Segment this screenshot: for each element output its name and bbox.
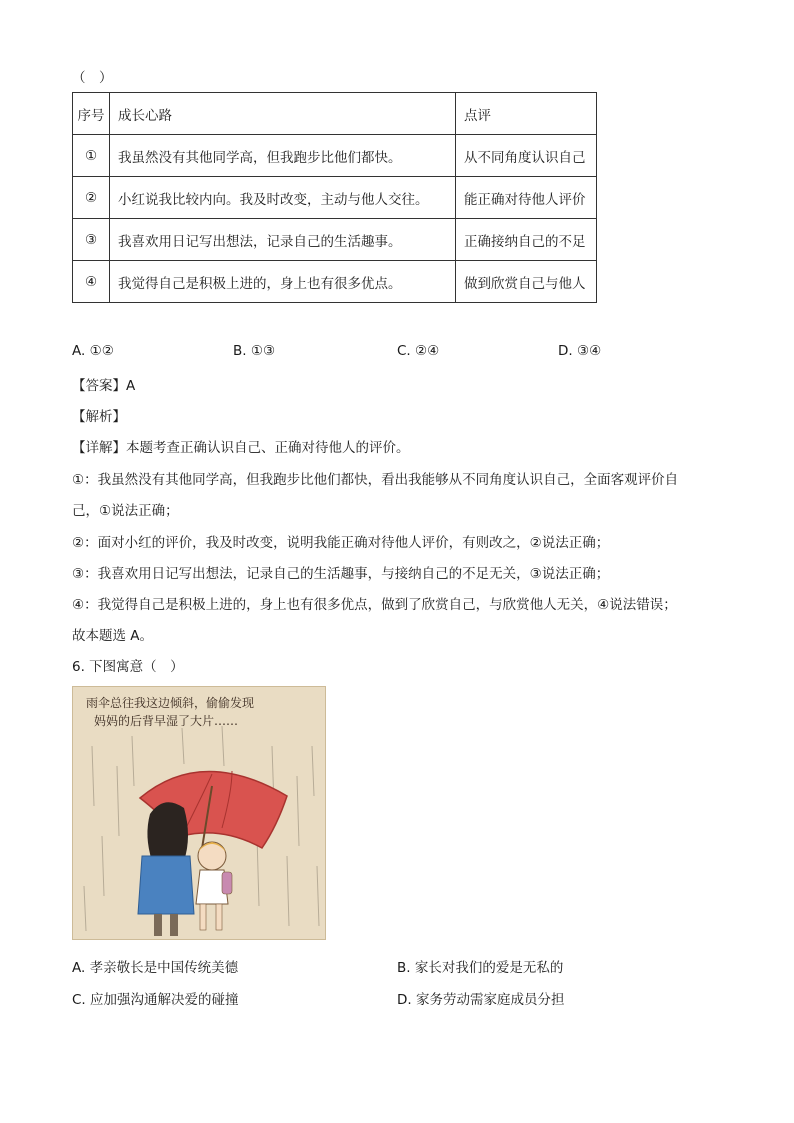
table-cell-comment: 正确接纳自己的不足 — [456, 219, 597, 261]
option-a[interactable] — [72, 956, 238, 976]
question-6-stem: 6. 下图寓意（ ） — [72, 659, 184, 675]
table-cell-index: ④ — [73, 261, 110, 303]
analysis-tag: 【解析】 — [72, 409, 126, 425]
option-label: B. — [233, 343, 247, 359]
illustration-caption-line-1: 雨伞总往我这边倾斜，偷偷发现 — [86, 696, 255, 710]
option-label: C. — [397, 343, 411, 359]
detail-line-4: ④：我觉得自己是积极上进的，身上也有很多优点，做到了欣赏自己，与欣赏他人无关，④说法错误； — [72, 597, 677, 613]
table-header: 点评 — [456, 93, 597, 135]
table-row — [73, 177, 597, 219]
option-c[interactable] — [72, 988, 239, 1008]
table-header-row — [73, 93, 597, 135]
option-text: ①③ — [250, 343, 276, 359]
illustration-caption-line-2: 妈妈的后背早湿了大片…… — [94, 714, 239, 728]
table-header: 成长心路 — [110, 93, 456, 135]
table-header: 序号 — [73, 93, 110, 135]
umbrella-illustration — [72, 686, 326, 940]
option-d[interactable] — [397, 988, 564, 1008]
detail-line-3: ③：我喜欢用日记写出想法，记录自己的生活趣事，与接纳自己的不足无关，③说法正确； — [72, 566, 610, 582]
detail-line-2: ②：面对小红的评价，我及时改变，说明我能正确对待他人评价，有则改之，②说法正确； — [72, 535, 610, 551]
option-label: D. — [397, 992, 412, 1008]
table-cell-index: ① — [73, 135, 110, 177]
table-cell-index: ③ — [73, 219, 110, 261]
detail-line-1b: 己，①说法正确； — [72, 503, 179, 519]
table-row — [73, 135, 597, 177]
table-row — [73, 261, 597, 303]
option-text: ③④ — [576, 343, 602, 359]
growth-table — [72, 92, 597, 303]
option-text: 应加强沟通解决爱的碰撞 — [90, 992, 239, 1008]
option-text: 家务劳动需家庭成员分担 — [415, 992, 565, 1008]
answer-value: A — [126, 378, 136, 394]
option-text: 孝亲敬长是中国传统美德 — [89, 960, 239, 976]
option-label: B. — [397, 960, 411, 976]
detail-intro: 【详解】本题考查正确认识自己、正确对待他人的评价。 — [72, 440, 410, 456]
question-paren: （ ） — [72, 70, 113, 86]
option-label: A. — [72, 960, 86, 976]
table-cell-comment: 能正确对待他人评价 — [456, 177, 597, 219]
option-b[interactable] — [397, 956, 563, 976]
option-text: ①② — [89, 343, 114, 359]
option-b[interactable] — [233, 343, 275, 359]
table-cell-comment: 从不同角度认识自己 — [456, 135, 597, 177]
table-cell-story: 小红说我比较内向。我及时改变，主动与他人交往。 — [110, 177, 456, 219]
option-label: C. — [72, 992, 86, 1008]
option-label: D. — [558, 343, 573, 359]
option-c[interactable] — [397, 343, 439, 359]
table-row — [73, 219, 597, 261]
table-cell-index: ② — [73, 177, 110, 219]
option-d[interactable] — [558, 343, 601, 359]
table-cell-story: 我喜欢用日记写出想法，记录自己的生活趣事。 — [110, 219, 456, 261]
detail-conclusion: 故本题选 A。 — [72, 628, 154, 644]
detail-line-1a: ①：我虽然没有其他同学高，但我跑步比他们都快，看出我能够从不同角度认识自己，全面客观评价自 — [72, 472, 679, 488]
answer-line — [72, 374, 135, 394]
option-a[interactable] — [72, 343, 114, 359]
option-text: 家长对我们的爱是无私的 — [414, 960, 564, 976]
table-cell-story: 我虽然没有其他同学高，但我跑步比他们都快。 — [110, 135, 456, 177]
option-label: A. — [72, 343, 86, 359]
table-cell-story: 我觉得自己是积极上进的，身上也有很多优点。 — [110, 261, 456, 303]
option-text: ②④ — [415, 343, 440, 359]
table-cell-comment: 做到欣赏自己与他人 — [456, 261, 597, 303]
answer-tag: 【答案】 — [72, 378, 126, 394]
